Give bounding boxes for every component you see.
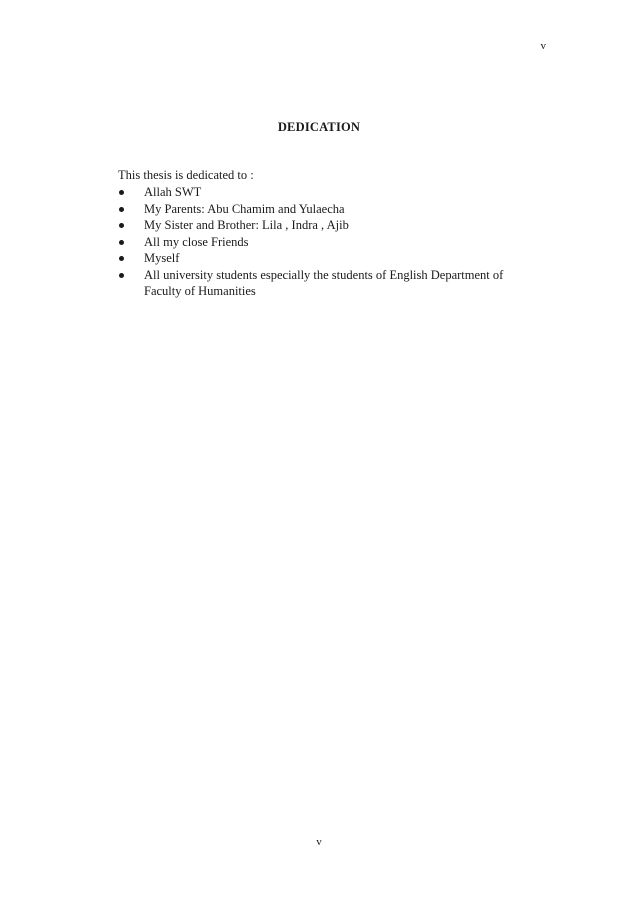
list-item-text: Allah SWT xyxy=(144,185,202,199)
bullet-icon xyxy=(119,190,124,195)
list-item xyxy=(118,267,538,300)
bullet-icon xyxy=(119,223,124,228)
list-item xyxy=(118,250,538,267)
dedication-intro: This thesis is dedicated to : xyxy=(118,168,254,182)
dedication-title: DEDICATION xyxy=(277,120,361,134)
list-item-text: Myself xyxy=(144,251,180,265)
bullet-icon xyxy=(119,256,124,261)
list-item-text: All my close Friends xyxy=(144,234,249,249)
bullet-icon xyxy=(119,240,124,245)
footer-page-number: v xyxy=(316,836,322,848)
list-item xyxy=(118,201,538,218)
list-item xyxy=(118,184,538,201)
list-item-text: My Parents: Abu Chamim and Yulaecha xyxy=(144,201,345,216)
dedication-list xyxy=(118,184,538,300)
list-item xyxy=(118,234,538,251)
header-page-number: v xyxy=(540,40,546,52)
list-item xyxy=(118,217,538,234)
bullet-icon xyxy=(119,273,124,278)
list-item-text: All university students especially the students of English Department of Faculty of Humanities xyxy=(144,267,504,298)
bullet-icon xyxy=(119,207,124,212)
list-item-text: My Sister and Brother: Lila , Indra , Ajib xyxy=(144,218,349,232)
